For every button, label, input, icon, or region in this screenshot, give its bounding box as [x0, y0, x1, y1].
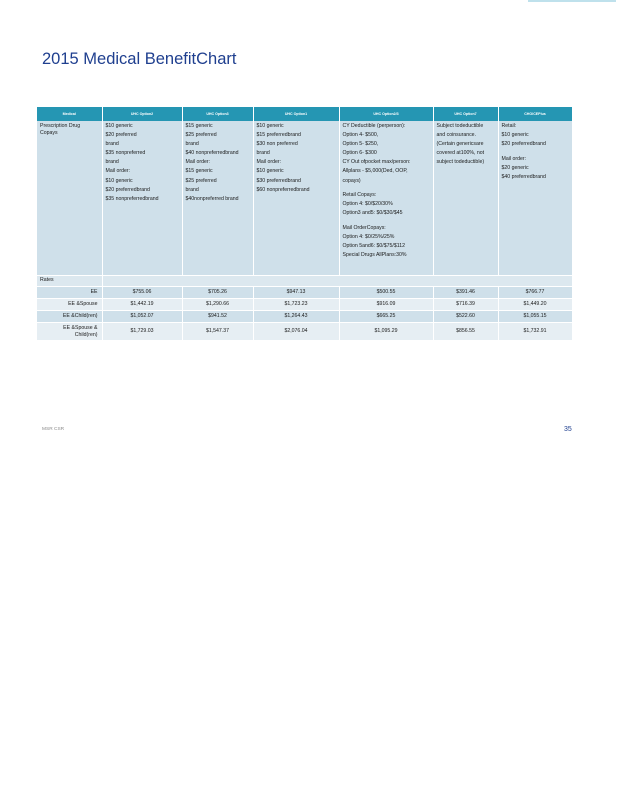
copay-line: brand	[105, 159, 119, 166]
copay-line: Option 6- $300	[342, 150, 377, 157]
copay-cell	[498, 121, 572, 276]
copay-line: and coinsurance.	[436, 132, 477, 139]
page-number: 35	[564, 426, 572, 433]
rate-value: $1,442.19	[102, 299, 182, 311]
copay-line: Subject todeductible	[436, 123, 484, 129]
rate-value: $1,547.37	[182, 323, 253, 341]
copay-cell	[433, 121, 498, 276]
rate-row	[37, 311, 572, 323]
rate-value: $916.09	[339, 299, 433, 311]
copay-line: CY Out ofpocket max/person:	[342, 159, 411, 166]
rate-value: $2,076.04	[253, 323, 339, 341]
rate-value: $1,732.91	[498, 323, 572, 341]
rate-value: $1,290.66	[182, 299, 253, 311]
copay-line	[502, 150, 570, 153]
copay-line: Mail order:	[105, 168, 131, 175]
copay-line: $35 nonpreferredbrand	[105, 195, 159, 202]
copay-line: $10 generic	[105, 177, 133, 184]
copay-line: Option 4: $0/25%/25%	[342, 234, 395, 241]
rate-value: $1,729.03	[102, 323, 182, 341]
rate-value: $1,052.07	[102, 311, 182, 323]
copay-line: $10 generic	[256, 123, 284, 129]
column-header: UHC Option3	[182, 107, 253, 121]
rate-value: $705.26	[182, 287, 253, 299]
rate-value: $856.55	[433, 323, 498, 341]
copay-line: $10 generic	[256, 168, 284, 175]
rate-value: $1,055.15	[498, 311, 572, 323]
copay-line: copays)	[342, 177, 361, 184]
rate-value: $1,264.43	[253, 311, 339, 323]
copay-line: Option 4- $500,	[342, 132, 379, 139]
copay-line: $20 preferredbrand	[501, 141, 546, 148]
copay-line: $10 generic	[105, 123, 133, 129]
column-header: UHC Option2/3	[339, 107, 433, 121]
rate-value: $766.77	[498, 287, 572, 299]
copay-line: subject todeductible)	[436, 159, 485, 166]
copay-line: Option 4: $0/$20/30%	[342, 201, 393, 208]
footer-source: MSR CSR	[42, 427, 65, 432]
rate-row	[37, 323, 572, 341]
column-header: UHC Option2	[102, 107, 182, 121]
rate-tier-label: EE &Spouse & Child(ren)	[37, 323, 102, 341]
rate-tier-label: EE	[37, 287, 102, 299]
copay-cell	[182, 121, 253, 276]
copay-line: brand	[185, 186, 199, 193]
copay-line: brand	[256, 150, 270, 157]
rate-value: $1,723.23	[253, 299, 339, 311]
copay-line: $15 generic	[185, 123, 213, 129]
copay-cell	[102, 121, 182, 276]
rate-row	[37, 299, 572, 311]
copay-line: Retail:	[501, 123, 517, 129]
rate-value: $500.55	[339, 287, 433, 299]
rate-value: $947.13	[253, 287, 339, 299]
row-label-line: Copays	[40, 129, 58, 136]
table-header-row	[37, 107, 572, 121]
copay-line: $40 preferredbrand	[501, 174, 546, 181]
rate-value: $665.25	[339, 311, 433, 323]
benefit-chart-table	[37, 107, 573, 341]
copay-cell	[339, 121, 433, 276]
copay-line: Mail OrderCopays:	[342, 225, 386, 232]
row-label-line: Prescription Drug	[40, 123, 81, 129]
column-header: UHC Option1	[253, 107, 339, 121]
copay-line: $35 nonpreferred	[105, 150, 146, 157]
column-header: UHC Option7	[433, 107, 498, 121]
rate-value: $1,449.20	[498, 299, 572, 311]
copay-line: Option 5- $250,	[342, 141, 379, 148]
row-label-cell	[37, 121, 102, 276]
copay-line: Special Drugs AllPlans:30%	[342, 252, 407, 259]
copay-line: $10 generic	[501, 132, 529, 139]
copay-line: (Certain genericsare	[436, 141, 484, 148]
top-accent-bar	[528, 0, 616, 2]
copay-line: Retail Copays:	[342, 192, 377, 199]
rate-row	[37, 287, 572, 299]
copay-line: Mail order:	[256, 159, 282, 166]
column-header: Medical	[37, 107, 102, 121]
copay-line: Mail order:	[501, 155, 527, 162]
copay-line	[343, 220, 431, 223]
copay-line: brand	[185, 141, 199, 148]
copay-line: $25 preferred	[185, 132, 217, 139]
copay-line: $60 nonpreferredbrand	[256, 186, 310, 193]
copays-row	[37, 121, 572, 276]
copay-line: $30 preferredbrand	[256, 177, 301, 184]
rate-tier-label: EE &Spouse	[37, 299, 102, 311]
copay-line: $40 nonpreferredbrand	[185, 150, 239, 157]
copay-line: $15 preferredbrand	[256, 132, 301, 139]
copay-line: $40nonpreferred brand	[185, 195, 239, 202]
rate-tier-label: EE &Child(ren)	[37, 311, 102, 323]
copay-line: $30 non preferred	[256, 141, 298, 148]
copay-line: Option3 and5: $0/$30/$45	[342, 210, 403, 217]
rate-value: $716.39	[433, 299, 498, 311]
copay-line: Mail order:	[185, 159, 211, 166]
copay-line: Option 5and6: $0/$75/$112	[342, 243, 405, 250]
copay-line: $20 preferred	[105, 132, 137, 139]
copay-line: $20 generic	[501, 164, 529, 171]
rate-value: $1,095.29	[339, 323, 433, 341]
copay-line	[343, 187, 431, 190]
copay-line: covered at100%, not	[436, 150, 485, 157]
column-header: CHOICEPlus	[498, 107, 572, 121]
copay-cell	[253, 121, 339, 276]
copay-line: Allplans - $5,000(Ded, OOP,	[342, 168, 408, 175]
copay-line: $25 preferred	[185, 177, 217, 184]
rates-label: Rates	[37, 276, 102, 287]
copay-line: $15 generic	[185, 168, 213, 175]
rate-value: $391.46	[433, 287, 498, 299]
rate-value: $755.06	[102, 287, 182, 299]
rates-header-row	[37, 276, 572, 287]
rates-header-fill	[102, 276, 572, 287]
rate-value: $522.60	[433, 311, 498, 323]
rate-value: $941.52	[182, 311, 253, 323]
copay-line: $20 preferredbrand	[105, 186, 150, 193]
page-title: 2015 Medical BenefitChart	[42, 50, 237, 68]
copay-line: CY Deductible (perperson):	[342, 123, 406, 129]
copay-line: brand	[105, 141, 119, 148]
